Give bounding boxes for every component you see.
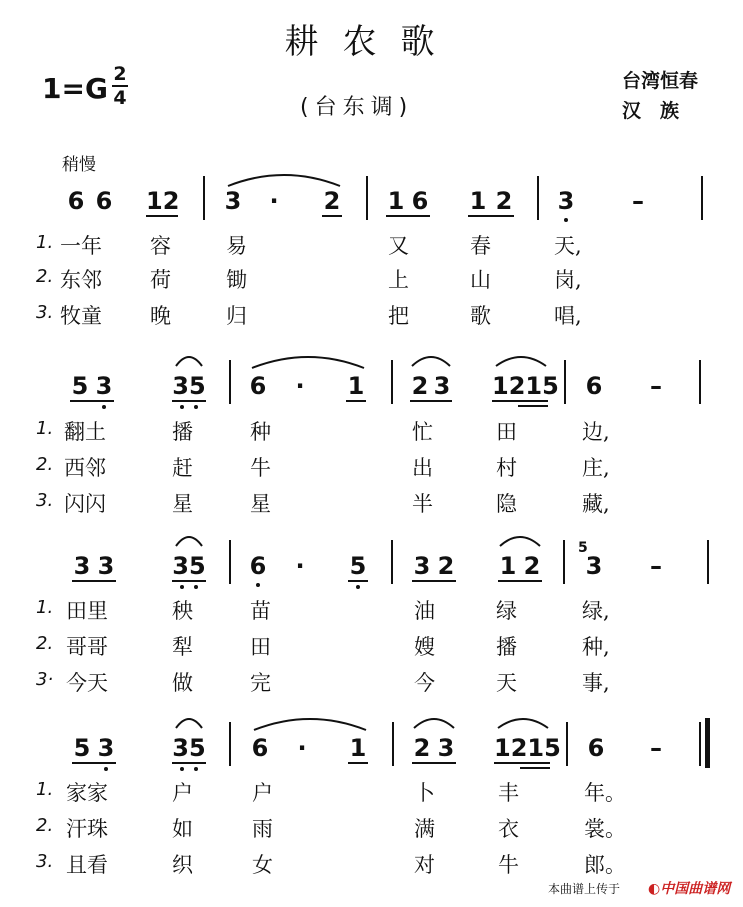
note-group: 35 [172, 734, 206, 762]
lyric: 藏, [582, 492, 610, 516]
slur-arc [174, 532, 204, 548]
barline [229, 722, 231, 766]
note: 2 [495, 187, 513, 215]
barline [566, 722, 568, 766]
lyric: 歌 [470, 304, 491, 328]
verse-number: 1. [36, 232, 54, 253]
note: 3 [73, 552, 91, 580]
lyric: 边, [582, 420, 610, 444]
low-octave-dot [194, 767, 198, 771]
lyric: 哥哥 [66, 635, 108, 659]
lyric: 易 [226, 234, 247, 258]
note: 6 [251, 734, 269, 762]
tie-arc [226, 170, 342, 188]
site-logo [648, 878, 730, 898]
logo-text: 中国曲谱网 [660, 881, 731, 897]
note: 1 [349, 734, 367, 762]
lyric: 又 [388, 234, 409, 258]
lyric: 今 [414, 671, 435, 695]
lyric: 隐 [496, 492, 517, 516]
underline [492, 400, 548, 402]
lyric: 闪闪 [64, 492, 106, 516]
note: 6 [249, 552, 267, 580]
lyric: 汗珠 [66, 817, 108, 841]
underline [346, 400, 366, 402]
dot-extension: · [297, 734, 307, 762]
underline [348, 580, 368, 582]
lyric: 卜 [414, 781, 435, 805]
verse-number: 1. [36, 597, 54, 618]
lyric: 星 [250, 492, 271, 516]
lyric: 犁 [172, 635, 193, 659]
dash-extension: – [650, 734, 662, 762]
note: 3 [97, 552, 115, 580]
verse-number: 1. [36, 418, 54, 439]
underline [72, 580, 116, 582]
song-subtitle: (台东调) [300, 95, 414, 120]
key-signature: 1=G [42, 72, 108, 105]
lyric: 西邻 [64, 456, 106, 480]
underline [172, 762, 206, 764]
lyric: 女 [252, 853, 273, 877]
note: 2 [437, 552, 455, 580]
logo-icon: ◐ [648, 881, 661, 897]
time-signature-denominator: 4 [113, 87, 127, 109]
underline [348, 762, 368, 764]
low-octave-dot [102, 405, 106, 409]
dot-extension: · [295, 372, 305, 400]
slur-arc [174, 714, 204, 730]
note: 2 [323, 187, 341, 215]
note: 3 [557, 187, 575, 215]
lyric: 织 [172, 853, 193, 877]
low-octave-dot [180, 767, 184, 771]
underline [386, 215, 430, 217]
lyric: 赶 [172, 456, 193, 480]
lyric: 晚 [150, 304, 171, 328]
note: 3 [413, 552, 431, 580]
lyric: 忙 [412, 420, 433, 444]
lyric: 雨 [252, 817, 273, 841]
lyric: 田 [250, 635, 271, 659]
lyric: 满 [414, 817, 435, 841]
lyric: 荷 [150, 268, 171, 292]
song-title: 耕农歌 [284, 22, 459, 62]
barline [392, 722, 394, 766]
verse-number: 2. [36, 633, 54, 654]
note: 2 [413, 734, 431, 762]
final-barline-thin [699, 722, 701, 766]
time-signature-numerator: 2 [113, 63, 127, 85]
lyric: 牛 [250, 456, 271, 480]
lyric: 把 [388, 304, 409, 328]
lyric: 山 [470, 268, 491, 292]
lyric: 归 [226, 304, 247, 328]
lyric: 半 [412, 492, 433, 516]
low-octave-dot [194, 405, 198, 409]
note: 3 [433, 372, 451, 400]
lyric: 对 [414, 853, 435, 877]
verse-number: 3. [36, 302, 54, 323]
lyric: 星 [172, 492, 193, 516]
underline [410, 400, 452, 402]
lyric: 种, [582, 635, 610, 659]
low-octave-dot [194, 585, 198, 589]
lyric: 年。 [584, 781, 626, 805]
barline [699, 360, 701, 404]
lyric: 今天 [66, 671, 108, 695]
underline [520, 767, 550, 769]
lyric: 播 [496, 635, 517, 659]
lyric: 村 [496, 456, 517, 480]
lyric: 种 [250, 420, 271, 444]
tie-arc [250, 352, 366, 370]
low-octave-dot [104, 767, 108, 771]
lyric: 出 [412, 456, 433, 480]
barline [229, 540, 231, 584]
lyric: 做 [172, 671, 193, 695]
dot-extension: · [269, 187, 279, 215]
note-group: 35 [172, 552, 206, 580]
note: 2 [411, 372, 429, 400]
lyric: 裳。 [584, 817, 626, 841]
underline [498, 580, 542, 582]
lyric: 丰 [498, 781, 519, 805]
barline [391, 360, 393, 404]
note: 6 [67, 187, 85, 215]
underline [172, 400, 206, 402]
tempo-marking: 稍慢 [62, 155, 96, 175]
note: 6 [585, 372, 603, 400]
slur-arc [174, 352, 204, 368]
note: 2 [523, 552, 541, 580]
lyric: 锄 [226, 268, 247, 292]
barline [203, 176, 205, 220]
lyric: 衣 [498, 817, 519, 841]
verse-number: 2. [36, 815, 54, 836]
note: 3 [585, 552, 603, 580]
underline [72, 762, 116, 764]
underline [172, 580, 206, 582]
lyric: 牛 [498, 853, 519, 877]
low-octave-dot [180, 585, 184, 589]
lyric: 一年 [60, 234, 102, 258]
note: 6 [249, 372, 267, 400]
dash-extension: – [632, 187, 644, 215]
dash-extension: – [650, 372, 662, 400]
lyric: 田里 [66, 599, 108, 623]
barline [366, 176, 368, 220]
note: 5 [349, 552, 367, 580]
low-octave-dot [180, 405, 184, 409]
note: 6 [587, 734, 605, 762]
verse-number: 3. [36, 490, 54, 511]
note: 5 [71, 372, 89, 400]
lyric: 唱, [554, 304, 582, 328]
lyric: 事, [582, 671, 610, 695]
barline [564, 360, 566, 404]
note-group: 1215 [494, 734, 561, 762]
note: 6 [95, 187, 113, 215]
lyric: 岗, [554, 268, 582, 292]
note: 5 [73, 734, 91, 762]
barline [391, 540, 393, 584]
lyric: 绿 [496, 599, 517, 623]
origin-place: 台湾恒春 [622, 70, 699, 92]
dash-extension: – [650, 552, 662, 580]
lyric: 家家 [66, 781, 108, 805]
underline [322, 215, 342, 217]
lyric: 东邻 [60, 268, 102, 292]
note: 3 [437, 734, 455, 762]
lyric: 田 [496, 420, 517, 444]
lyric: 播 [172, 420, 193, 444]
lyric: 油 [414, 599, 435, 623]
slur-arc [410, 352, 452, 368]
verse-number: 2. [36, 454, 54, 475]
underline [518, 405, 548, 407]
barline [707, 540, 709, 584]
lyric: 天, [554, 234, 582, 258]
note: 1 [469, 187, 487, 215]
note: 3 [95, 372, 113, 400]
underline [494, 762, 550, 764]
note: 1 [387, 187, 405, 215]
note: 1 [499, 552, 517, 580]
note-group: 1215 [492, 372, 559, 400]
underline [70, 400, 114, 402]
lyric: 翻土 [64, 420, 106, 444]
slur-arc [496, 714, 550, 730]
barline [563, 540, 565, 584]
slur-arc [494, 352, 548, 368]
low-octave-dot [256, 583, 260, 587]
low-octave-dot [356, 585, 360, 589]
lyric: 苗 [250, 599, 271, 623]
barline [537, 176, 539, 220]
slur-arc [412, 714, 456, 730]
footer-upload-text: 本曲谱上传于 [548, 882, 621, 896]
barline [229, 360, 231, 404]
final-barline-thick [705, 718, 710, 768]
verse-number: 3. [36, 851, 54, 872]
low-octave-dot [564, 218, 568, 222]
lyric: 春 [470, 234, 491, 258]
underline [146, 215, 178, 217]
song-origin [622, 66, 698, 126]
lyric: 绿, [582, 599, 610, 623]
slur-arc [498, 532, 542, 548]
note: 3 [224, 187, 242, 215]
lyric: 秧 [172, 599, 193, 623]
underline [412, 580, 456, 582]
lyric: 天 [496, 671, 517, 695]
underline [468, 215, 514, 217]
verse-number: 2. [36, 266, 54, 287]
lyric: 郎。 [584, 853, 626, 877]
origin-ethnic: 汉 族 [622, 100, 680, 122]
lyric: 户 [252, 781, 273, 805]
note-group: 12 [146, 187, 180, 215]
verse-number: 1. [36, 779, 54, 800]
time-signature [112, 64, 128, 108]
lyric: 上 [388, 268, 409, 292]
grace-note: 5 [578, 540, 588, 556]
note-group: 35 [172, 372, 206, 400]
underline [412, 762, 456, 764]
lyric: 容 [150, 234, 171, 258]
dot-extension: · [295, 552, 305, 580]
lyric: 户 [172, 781, 193, 805]
lyric: 完 [250, 671, 271, 695]
lyric: 牧童 [60, 304, 102, 328]
verse-number: 3· [36, 669, 54, 690]
note: 1 [347, 372, 365, 400]
lyric: 嫂 [414, 635, 435, 659]
tie-arc [252, 714, 368, 732]
lyric: 庄, [582, 456, 610, 480]
lyric: 且看 [66, 853, 108, 877]
barline [701, 176, 703, 220]
note: 3 [97, 734, 115, 762]
note: 6 [411, 187, 429, 215]
lyric: 如 [172, 817, 193, 841]
